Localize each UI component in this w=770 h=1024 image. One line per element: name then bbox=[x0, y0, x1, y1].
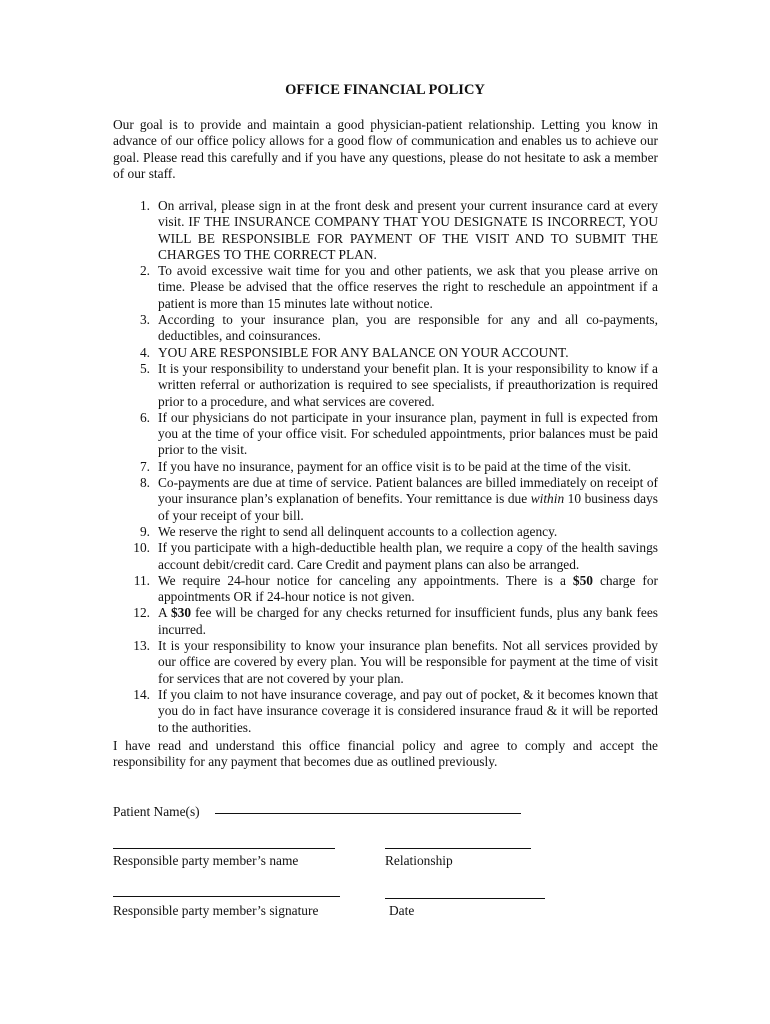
item-number: 10. bbox=[133, 540, 150, 556]
item-text: To avoid excessive wait time for you and other patients, we ask that you please arrive on time. Please be advised that the office reserves the right to reschedule an appointment if a patient is more than 15 minutes late without notice. bbox=[158, 263, 658, 311]
item-text: We reserve the right to send all delinquent accounts to a collection agency. bbox=[158, 523, 558, 539]
item-number: 4. bbox=[139, 344, 150, 360]
policy-item-14 bbox=[113, 687, 658, 736]
policy-item-2 bbox=[113, 263, 658, 312]
policy-list bbox=[113, 198, 658, 736]
patient-names-field[interactable] bbox=[215, 813, 521, 814]
responsible-name-field[interactable] bbox=[113, 848, 335, 849]
item-number: 12. bbox=[133, 605, 150, 621]
item-number: 7. bbox=[139, 458, 150, 474]
item-text-start: Co-payments are due at time of service. Patient balances are billed immediately on receipt of your insurance plan’s explanation of benefits. Your remittance is due bbox=[158, 475, 658, 507]
item-text-emphasis: within bbox=[530, 491, 565, 507]
relationship-field[interactable] bbox=[385, 848, 531, 849]
relationship-label: Relationship bbox=[385, 853, 453, 868]
cancellation-fee-amount: $50 bbox=[572, 572, 593, 588]
item-number: 2. bbox=[139, 263, 150, 279]
item-number: 3. bbox=[139, 312, 150, 328]
policy-item-6 bbox=[113, 410, 658, 459]
policy-item-3 bbox=[113, 312, 658, 345]
responsible-name-label: Responsible party member’s name bbox=[113, 853, 299, 868]
item-number: 6. bbox=[139, 409, 150, 425]
document-title: OFFICE FINANCIAL POLICY bbox=[285, 82, 485, 98]
policy-item-11 bbox=[113, 573, 658, 606]
item-text: On arrival, please sign in at the front desk and present your current insurance card at every visit. IF THE INSURANCE COMPANY THAT YOU DESIGNATE IS INCORRECT, YOU WILL BE RESPONSIBLE FOR PAYMENT OF THE VISIT AND TO SUBMIT THE CHARGES TO THE CORRECT PLAN. bbox=[158, 198, 658, 262]
responsible-signature-field[interactable] bbox=[113, 896, 340, 897]
policy-item-5 bbox=[113, 361, 658, 410]
date-field[interactable] bbox=[385, 898, 545, 899]
item-number: 11. bbox=[133, 572, 150, 588]
item-text: It is your responsibility to know your insurance plan benefits. Not all services provided by our office are covered by every plan. You will be responsible for payment at the time of visit for services that are not covered by your plan. bbox=[158, 638, 658, 686]
item-number: 1. bbox=[139, 198, 150, 213]
acknowledgement-paragraph: I have read and understand this office financial policy and agree to comply and accept the responsibility for any payment that becomes due as outlined previously. bbox=[113, 738, 658, 770]
item-text: According to your insurance plan, you are responsible for any and all co-payments, deductibles, and coinsurances. bbox=[158, 312, 658, 344]
item-text-end: fee will be charged for any checks returned for insufficient funds, plus any bank fees incurred. bbox=[158, 605, 658, 637]
policy-item-9 bbox=[113, 524, 658, 540]
responsible-signature-label: Responsible party member’s signature bbox=[113, 903, 319, 918]
item-number: 9. bbox=[139, 523, 150, 539]
item-number: 13. bbox=[133, 638, 150, 654]
date-label: Date bbox=[389, 903, 415, 918]
item-number: 8. bbox=[139, 475, 150, 491]
policy-item-4 bbox=[113, 345, 658, 361]
item-text-start: We require 24-hour notice for canceling any appointments. There is a bbox=[158, 572, 573, 588]
item-text: If you claim to not have insurance coverage, and pay out of pocket, & it becomes known that you do in fact have insurance coverage it is considered insurance fraud & it will be reported to the authorities. bbox=[158, 686, 658, 735]
intro-paragraph: Our goal is to provide and maintain a good physician-patient relationship. Letting you know in advance of our office policy allows for a good flow of communication and enables us to achieve our goal. Please read this carefully and if you have any questions, please do not hesitate to ask a member of our staff. bbox=[113, 117, 658, 181]
item-text: If our physicians do not participate in your insurance plan, payment in full is expected from you at the time of your office visit. For scheduled appointments, prior balances must be paid prior to the visit. bbox=[158, 409, 658, 458]
item-text: It is your responsibility to understand your benefit plan. It is your responsibility to know if a written referral or authorization is required to see specialists, if preauthorization is required prior to a procedure, and what services are covered. bbox=[158, 360, 658, 409]
patient-names-label: Patient Name(s) bbox=[113, 804, 200, 819]
policy-item-8 bbox=[113, 475, 658, 524]
item-number: 5. bbox=[139, 360, 150, 376]
policy-item-7 bbox=[113, 459, 658, 475]
policy-item-10 bbox=[113, 540, 658, 573]
policy-item-12 bbox=[113, 605, 658, 638]
policy-item-1 bbox=[113, 198, 658, 263]
policy-item-13 bbox=[113, 638, 658, 687]
item-text: YOU ARE RESPONSIBLE FOR ANY BALANCE ON YOUR ACCOUNT. bbox=[158, 344, 569, 360]
item-text-end: 10 business days of your receipt of your bill. bbox=[158, 491, 658, 523]
item-number: 14. bbox=[133, 686, 150, 702]
returned-check-fee-amount: $30 bbox=[170, 605, 192, 621]
item-text-start: A bbox=[158, 605, 171, 621]
item-text-end: charge for appointments OR if 24-hour notice is not given. bbox=[158, 572, 659, 605]
item-text: If you have no insurance, payment for an office visit is to be paid at the time of the visit. bbox=[158, 458, 632, 474]
item-text: If you participate with a high-deductible health plan, we require a copy of the health savings account debit/credit card. Care Credit and payment plans can also be arranged. bbox=[158, 540, 658, 572]
